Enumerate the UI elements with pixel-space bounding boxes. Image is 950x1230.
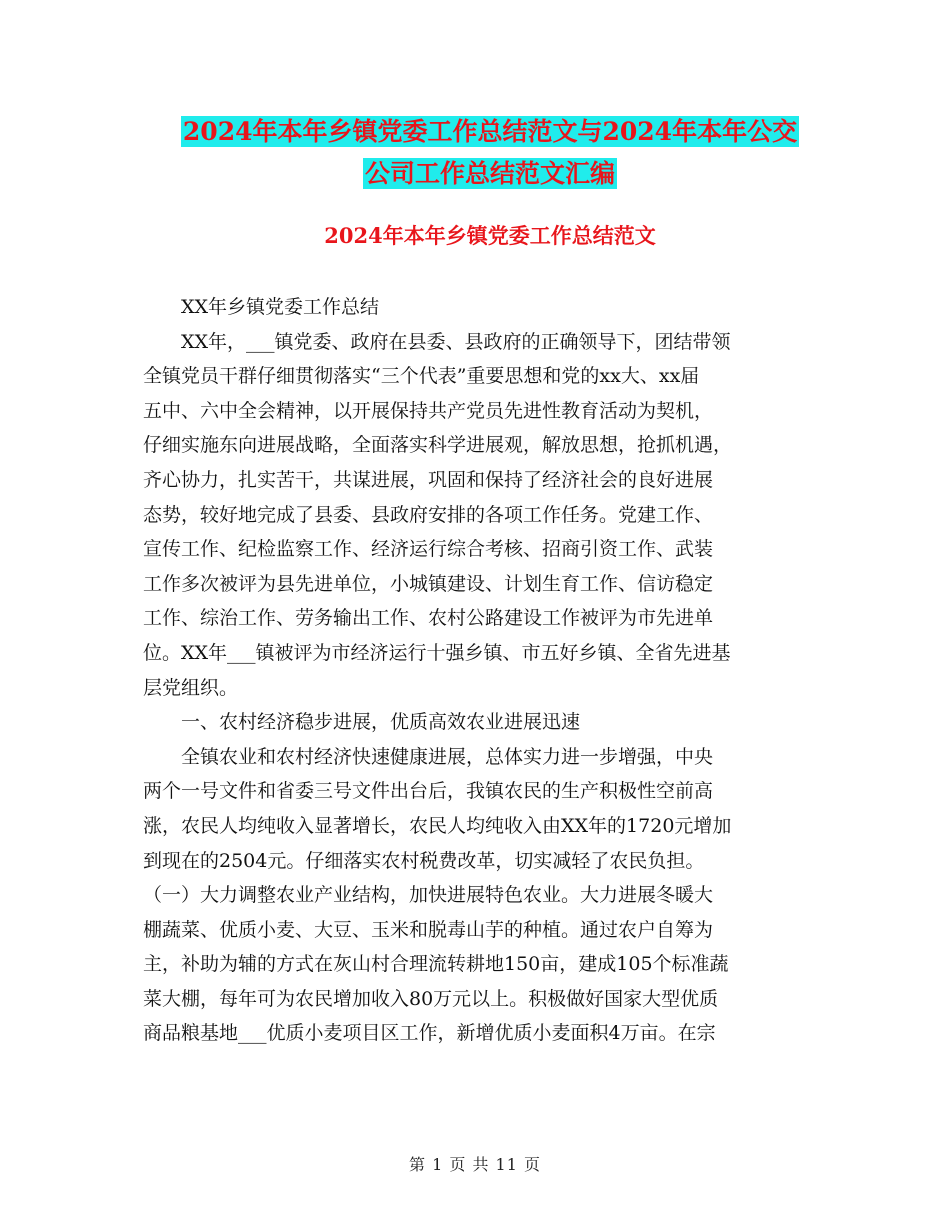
text-line: 棚蔬菜、优质小麦、大豆、玉米和脱毒山芋的种植。通过农户自筹为 [143,918,714,941]
text-line: 全镇党员干群仔细贯彻落实“三个代表”重要思想和党的xx大、xx届 [143,365,700,388]
text-line: 齐心协力，扎实苦干，共谋进展，巩固和保持了经济社会的良好进展 [143,468,714,491]
text-line: 涨，农民人均纯收入显著增长，农民人均纯收入由XX年的1720元增加 [143,814,732,837]
page-number: 第 1 页 共 11 页 [409,1155,541,1174]
document-title-line-1: 2024年本年乡镇党委工作总结范文与2024年本年公交 [182,117,798,146]
text-line: 菜大棚，每年可为农民增加收入80万元以上。积极做好国家大型优质 [143,987,719,1010]
text-line: XX年乡镇党委工作总结 [143,296,380,318]
text-line: 位。XX年___镇被评为市经济运行十强乡镇、市五好乡镇、全省先进基 [143,641,731,664]
section-heading: 一、农村经济稳步进展，优质高效农业进展迅速 [143,711,581,734]
text-line: 态势，较好地完成了县委、县政府安排的各项工作任务。党建工作、 [143,503,714,526]
text-line: 五中、六中全会精神，以开展保持共产党员先进性教育活动为契机， [143,399,714,422]
text-line: 工作、综治工作、劳务输出工作、农村公路建设工作被评为市先进单 [143,607,714,630]
text-line: 层党组织。 [143,676,239,699]
text-line: 工作多次被评为县先进单位，小城镇建设、计划生育工作、信访稳定 [143,572,714,595]
section-title: 2024年本年乡镇党委工作总结范文 [324,223,656,248]
text-line: 宣传工作、纪检监察工作、经济运行综合考核、招商引资工作、武装 [143,538,714,561]
text-line: 到现在的2504元。仔细落实农村税费改革，切实减轻了农民负担。 [143,849,705,872]
body-text [143,290,811,1051]
text-line: 两个一号文件和省委三号文件出台后，我镇农民的生产积极性空前高 [143,780,714,803]
text-line: XX年，___镇党委、政府在县委、县政府的正确领导下，团结带领 [143,330,731,353]
text-line: 全镇农业和农村经济快速健康进展，总体实力进一步增强，中央 [143,745,714,768]
text-line: （一）大力调整农业产业结构，加快进展特色农业。大力进展冬暖大 [143,884,714,907]
text-line: 商品粮基地___优质小麦项目区工作，新增优质小麦面积4万亩。在宗 [143,1022,716,1045]
text-line: 仔细实施东向进展战略，全面落实科学进展观，解放思想，抢抓机遇， [143,434,733,457]
document-title-line-2: 公司工作总结范文汇编 [364,159,615,188]
text-line: 主，补助为辅的方式在灰山村合理流转耕地150亩，建成105个标准蔬 [143,953,729,976]
